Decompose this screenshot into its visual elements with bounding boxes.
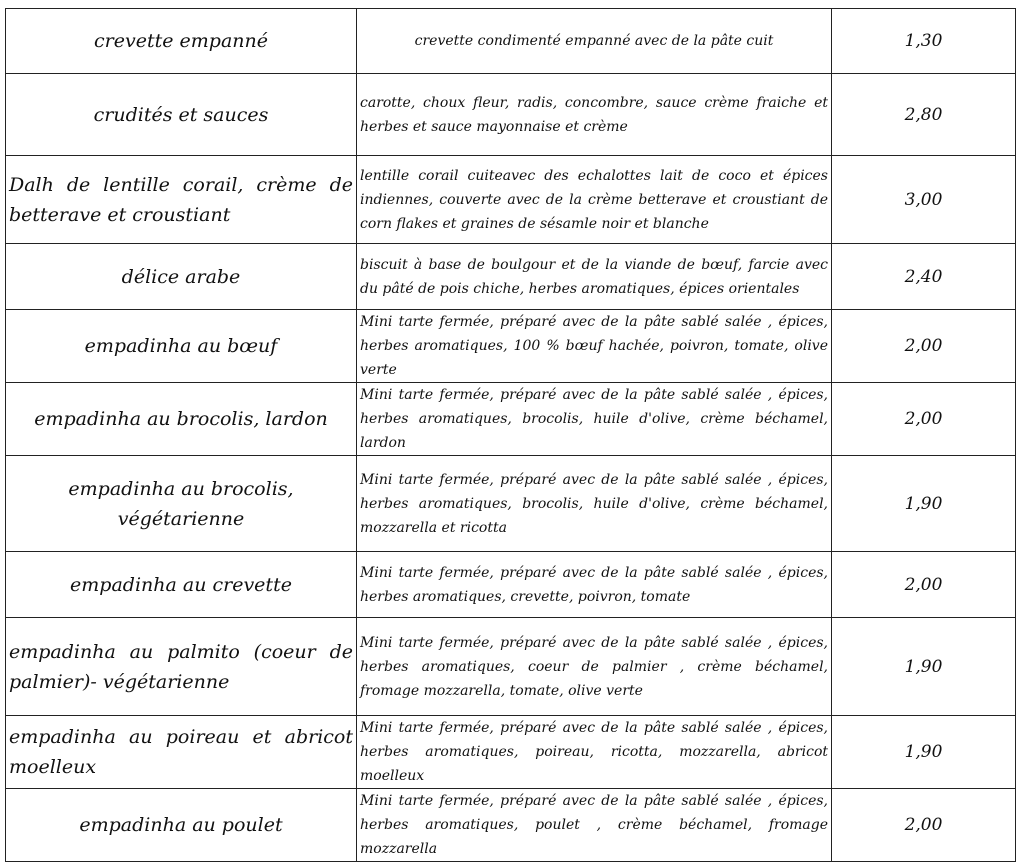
item-name: empadinha au poulet	[6, 789, 357, 862]
item-description: biscuit à base de boulgour et de la viande de bœuf, farcie avec du pâté de pois chiche, herbes aromatiques, épices orientales	[357, 244, 832, 310]
item-price: 3,00	[832, 156, 1016, 244]
item-description: Mini tarte fermée, préparé avec de la pâte sablé salée , épices, herbes aromatiques, brocolis, huile d'olive, crème béchamel, lardon	[357, 383, 832, 456]
item-name: Dalh de lentille corail, crème de betterave et croustiant	[6, 156, 357, 244]
item-name: crudités et sauces	[6, 74, 357, 156]
item-price: 2,80	[832, 74, 1016, 156]
item-price: 2,40	[832, 244, 1016, 310]
item-name: crevette empanné	[6, 9, 357, 74]
item-name: empadinha au brocolis, végétarienne	[6, 456, 357, 552]
item-name: empadinha au palmito (coeur de palmier)- végétarienne	[6, 618, 357, 716]
item-price: 2,00	[832, 552, 1016, 618]
item-price: 2,00	[832, 383, 1016, 456]
table-row	[6, 244, 1016, 310]
item-name: empadinha au bœuf	[6, 310, 357, 383]
item-description: crevette condimenté empanné avec de la pâte cuit	[357, 9, 832, 74]
table-row	[6, 156, 1016, 244]
table-row	[6, 383, 1016, 456]
table-row	[6, 9, 1016, 74]
item-description: lentille corail cuiteavec des echalottes lait de coco et épices indiennes, couverte avec de la crème betterave et croustiant de corn flakes et graines de sésamle noir et blanche	[357, 156, 832, 244]
item-description: carotte, choux fleur, radis, concombre, sauce crème fraiche et herbes et sauce mayonnaise et crème	[357, 74, 832, 156]
item-price: 2,00	[832, 310, 1016, 383]
item-price: 1,90	[832, 456, 1016, 552]
item-price: 1,30	[832, 9, 1016, 74]
item-price: 1,90	[832, 716, 1016, 789]
table-row	[6, 618, 1016, 716]
table-row	[6, 716, 1016, 789]
table-row	[6, 789, 1016, 862]
item-description: Mini tarte fermée, préparé avec de la pâte sablé salée , épices, herbes aromatiques, poireau, ricotta, mozzarella, abricot moelleux	[357, 716, 832, 789]
item-description: Mini tarte fermée, préparé avec de la pâte sablé salée , épices, herbes aromatiques, 100 % bœuf hachée, poivron, tomate, olive verte	[357, 310, 832, 383]
item-name: délice arabe	[6, 244, 357, 310]
item-description: Mini tarte fermée, préparé avec de la pâte sablé salée , épices, herbes aromatiques, crevette, poivron, tomate	[357, 552, 832, 618]
item-description: Mini tarte fermée, préparé avec de la pâte sablé salée , épices, herbes aromatiques, poulet , crème béchamel, fromage mozzarella	[357, 789, 832, 862]
item-name: empadinha au brocolis, lardon	[6, 383, 357, 456]
item-name: empadinha au poireau et abricot moelleux	[6, 716, 357, 789]
menu-table	[5, 8, 1016, 862]
item-price: 2,00	[832, 789, 1016, 862]
item-description: Mini tarte fermée, préparé avec de la pâte sablé salée , épices, herbes aromatiques, coeur de palmier , crème béchamel, fromage mozzarella, tomate, olive verte	[357, 618, 832, 716]
table-row	[6, 74, 1016, 156]
table-row	[6, 552, 1016, 618]
item-description: Mini tarte fermée, préparé avec de la pâte sablé salée , épices, herbes aromatiques, brocolis, huile d'olive, crème béchamel, mozzarella et ricotta	[357, 456, 832, 552]
item-name: empadinha au crevette	[6, 552, 357, 618]
table-row	[6, 456, 1016, 552]
table-row	[6, 310, 1016, 383]
item-price: 1,90	[832, 618, 1016, 716]
